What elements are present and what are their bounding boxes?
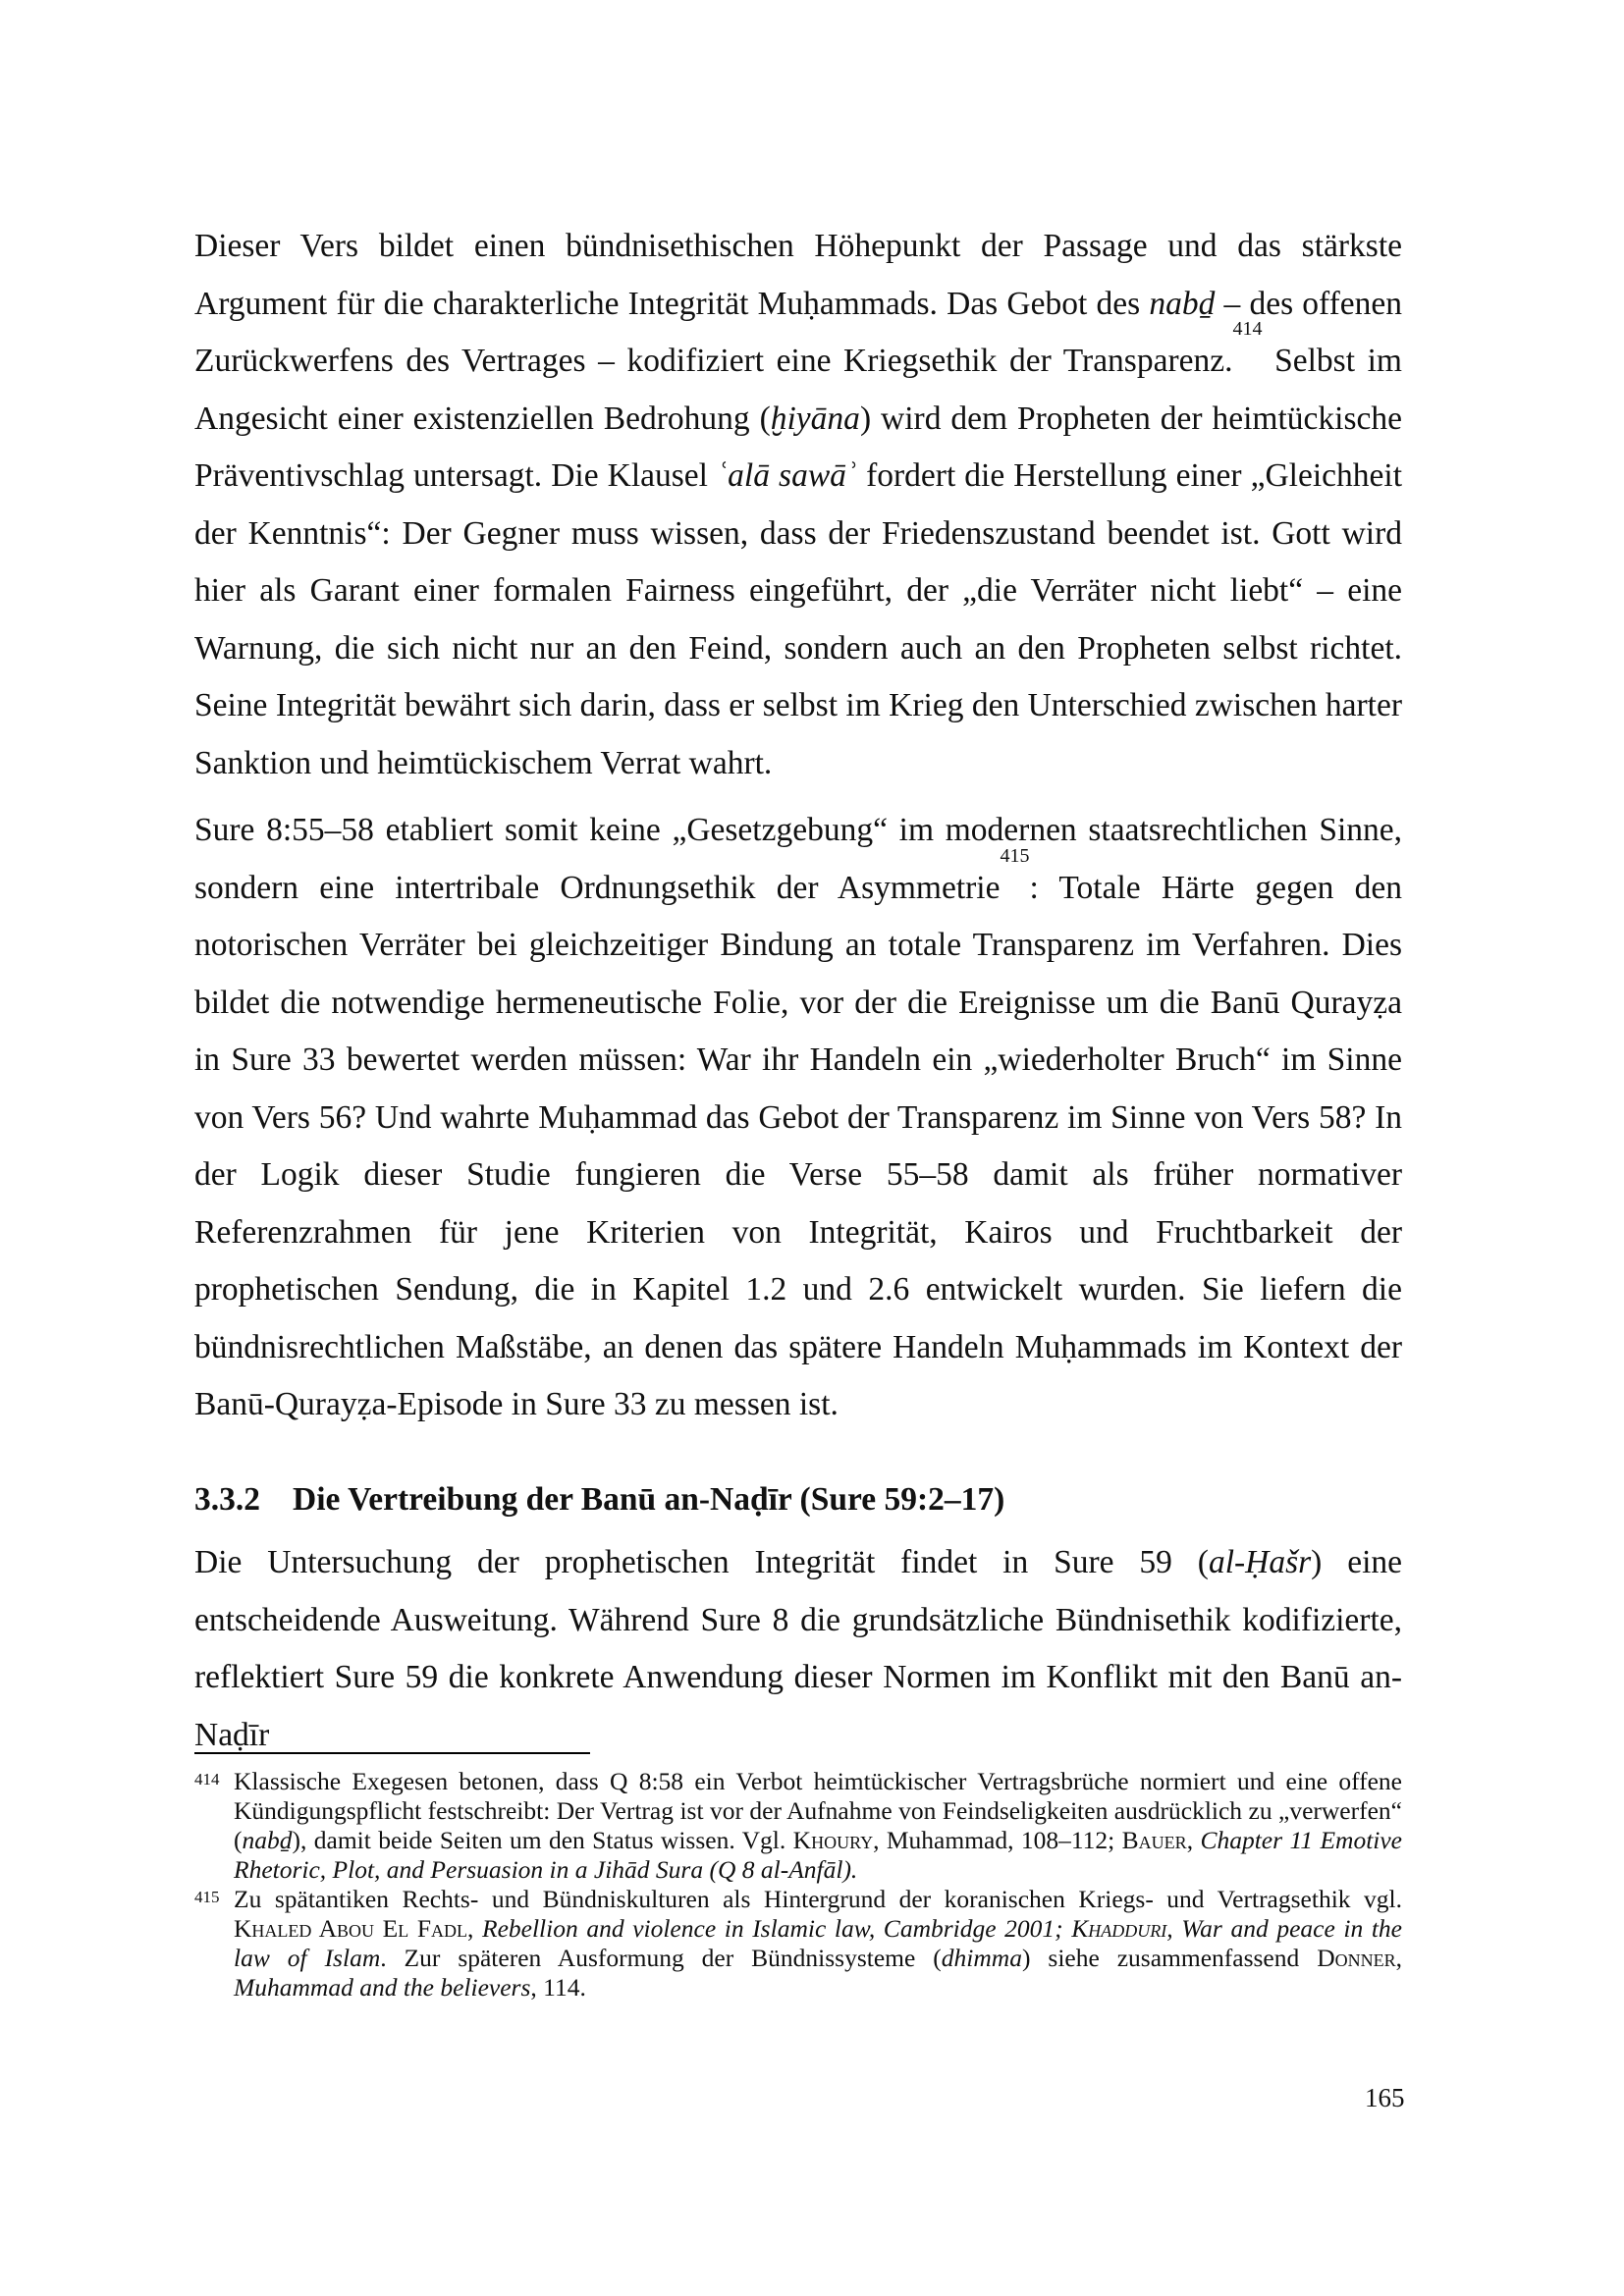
footnote-reference: 415 xyxy=(1000,844,1030,867)
italic-text: dhimma xyxy=(941,1944,1022,1972)
text-run: Dieser Vers bildet einen bündnisethischen Höhepunkt der Passage und das stärkste Argument für die charakterliche Integrität Muḥammads. Das Gebot des xyxy=(194,228,1402,322)
body-paragraph-1 xyxy=(194,218,1402,792)
author-name: Khaled Abou El Fadl xyxy=(234,1914,467,1943)
footnotes xyxy=(194,1767,1402,2002)
paragraph-text xyxy=(194,218,1402,792)
footnote-text xyxy=(234,1767,1402,1884)
italic-text: Khadduri, xyxy=(1071,1914,1182,1943)
footnote-mark: 415 xyxy=(194,1888,220,1906)
paragraph-text xyxy=(194,1534,1402,1764)
footnote-415 xyxy=(194,1885,1402,2002)
author-name: Bauer xyxy=(1121,1826,1187,1854)
italic-text: nabḏ xyxy=(242,1826,293,1854)
author-name: Donner xyxy=(1317,1944,1396,1972)
italic-text: Muhammad and the believers xyxy=(234,1973,531,2002)
italic-text: nabḏ xyxy=(1149,285,1216,322)
italic-text: al-Ḥašr xyxy=(1208,1544,1312,1580)
text-run: Die Untersuchung der prophetischen Integrität findet in Sure 59 ( xyxy=(194,1544,1209,1580)
text-run: ) wird dem Propheten der heimtückische Präventivschlag untersagt. Die Klausel xyxy=(194,400,1402,494)
text-run: Klassische Exegesen betonen, dass Q 8:58 ein Verbot heimtückischer Vertragsbrüche normiert und eine offene Kündigungspflicht festschreibt: Der Vertrag ist vor der Aufnahme von Feindseligkeiten ausdrücklich zu „verwerfen“ ( xyxy=(234,1767,1402,1854)
body-paragraph-2 xyxy=(194,802,1402,1434)
footnote-mark: 414 xyxy=(194,1770,220,1789)
text-run: Selbst im Angesicht einer existenziellen Bedrohung ( xyxy=(194,343,1402,437)
text-run: fordert die Herstellung einer „Gleichheit der Kenntnis“: Der Gegner muss wissen, dass der Friedenszustand beendet ist. Gott wird hier als Garant einer formalen Fairness eingeführt, der „die Verräter nicht liebt“ – eine Warnung, die sich nicht nur an den Feind, sondern auch an den Propheten selbst richtet. Seine Integrität bewährt sich darin, dass er selbst im Krieg den Unterschied zwischen harter Sanktion und heimtückischem Verrat wahrt. xyxy=(194,457,1403,781)
footnote-reference: 414 xyxy=(1232,318,1263,340)
text-run: Zu spätantiken Rechts- und Bündniskulturen als Hintergrund der koranischen Kriegs- und Vertragsethik vgl. xyxy=(234,1885,1402,1913)
text-run: ) siehe zusammenfassend xyxy=(1021,1944,1318,1972)
italic-text: ʿalā sawāʾ xyxy=(717,457,858,494)
italic-text: Rebellion and violence in Islamic law, Cambridge 2001; xyxy=(482,1914,1072,1943)
text-run: Sure 8:55–58 etabliert somit keine „Gesetzgebung“ im modernen staatsrechtlichen Sinne, sondern eine intertribale Ordnungsethik der Asymmetrie xyxy=(194,812,1402,906)
text-run: , xyxy=(1186,1826,1201,1854)
italic-text: ḫiyāna xyxy=(770,400,860,437)
section-title: Die Vertreibung der Banū an-Naḍīr (Sure 59:2–17) xyxy=(293,1481,1005,1518)
italic-text: War and peace in the law of Islam xyxy=(234,1914,1402,1972)
footnote-text xyxy=(234,1885,1402,2002)
footnote-414 xyxy=(194,1767,1402,1885)
paragraph-text xyxy=(194,802,1402,1434)
text-run: . Zur späteren Ausformung der Bündnissysteme ( xyxy=(380,1944,942,1972)
italic-text: Chapter 11 Emotive Rhetoric, Plot, and Persuasion in a Jihād Sura (Q 8 al-Anfāl). xyxy=(234,1826,1402,1884)
footnote-separator xyxy=(194,1752,590,1754)
text-run: , Muhammad, 108–112; xyxy=(873,1826,1122,1854)
text-run: , 114. xyxy=(530,1973,586,2002)
text-run: , xyxy=(1395,1944,1402,1972)
section-heading xyxy=(194,1475,1402,1524)
text-run: ) eine entscheidende Ausweitung. Während Sure 8 die grundsätzliche Bündnisethik kodifizierte, reflektiert Sure 59 die konkrete Anwendung dieser Normen im Konflikt mit den Banū an-Naḍīr xyxy=(194,1544,1403,1753)
text-run: ), damit beide Seiten um den Status wissen. Vgl. xyxy=(292,1826,793,1854)
text-run: , xyxy=(467,1914,482,1943)
text-run: – des offenen Zurückwerfens des Vertrages – kodifiziert eine Kriegsethik der Transparenz. xyxy=(194,285,1402,379)
body-paragraph-3 xyxy=(194,1534,1402,1764)
page-number: 165 xyxy=(1365,2083,1405,2112)
author-name: Khoury xyxy=(792,1826,874,1854)
section-number: 3.3.2 xyxy=(194,1481,260,1518)
text-run: : Totale Härte gegen den notorischen Verräter bei gleichzeitiger Bindung an totale Transparenz im Verfahren. Dies bildet die notwendige hermeneutische Folie, vor der die Ereignisse um die Banū Qurayẓa in Sure 33 bewertet werden müssen: War ihr Handeln ein „wiederholter Bruch“ im Sinne von Vers 56? Und wahrte Muḥammad das Gebot der Transparenz im Sinne von Vers 58? In der Logik dieser Studie fungieren die Verse 55–58 damit als früher normativer Referenzrahmen für jene Kriterien von Integrität, Kairos und Fruchtbarkeit der prophetischen Sendung, die in Kapitel 1.2 und 2.6 entwickelt wurden. Sie liefern die bündnisrechtlichen Maßstäbe, an denen das spätere Handeln Muḥammads im Kontext der Banū-Qurayẓa-Episode in Sure 33 zu messen ist. xyxy=(194,869,1402,1422)
